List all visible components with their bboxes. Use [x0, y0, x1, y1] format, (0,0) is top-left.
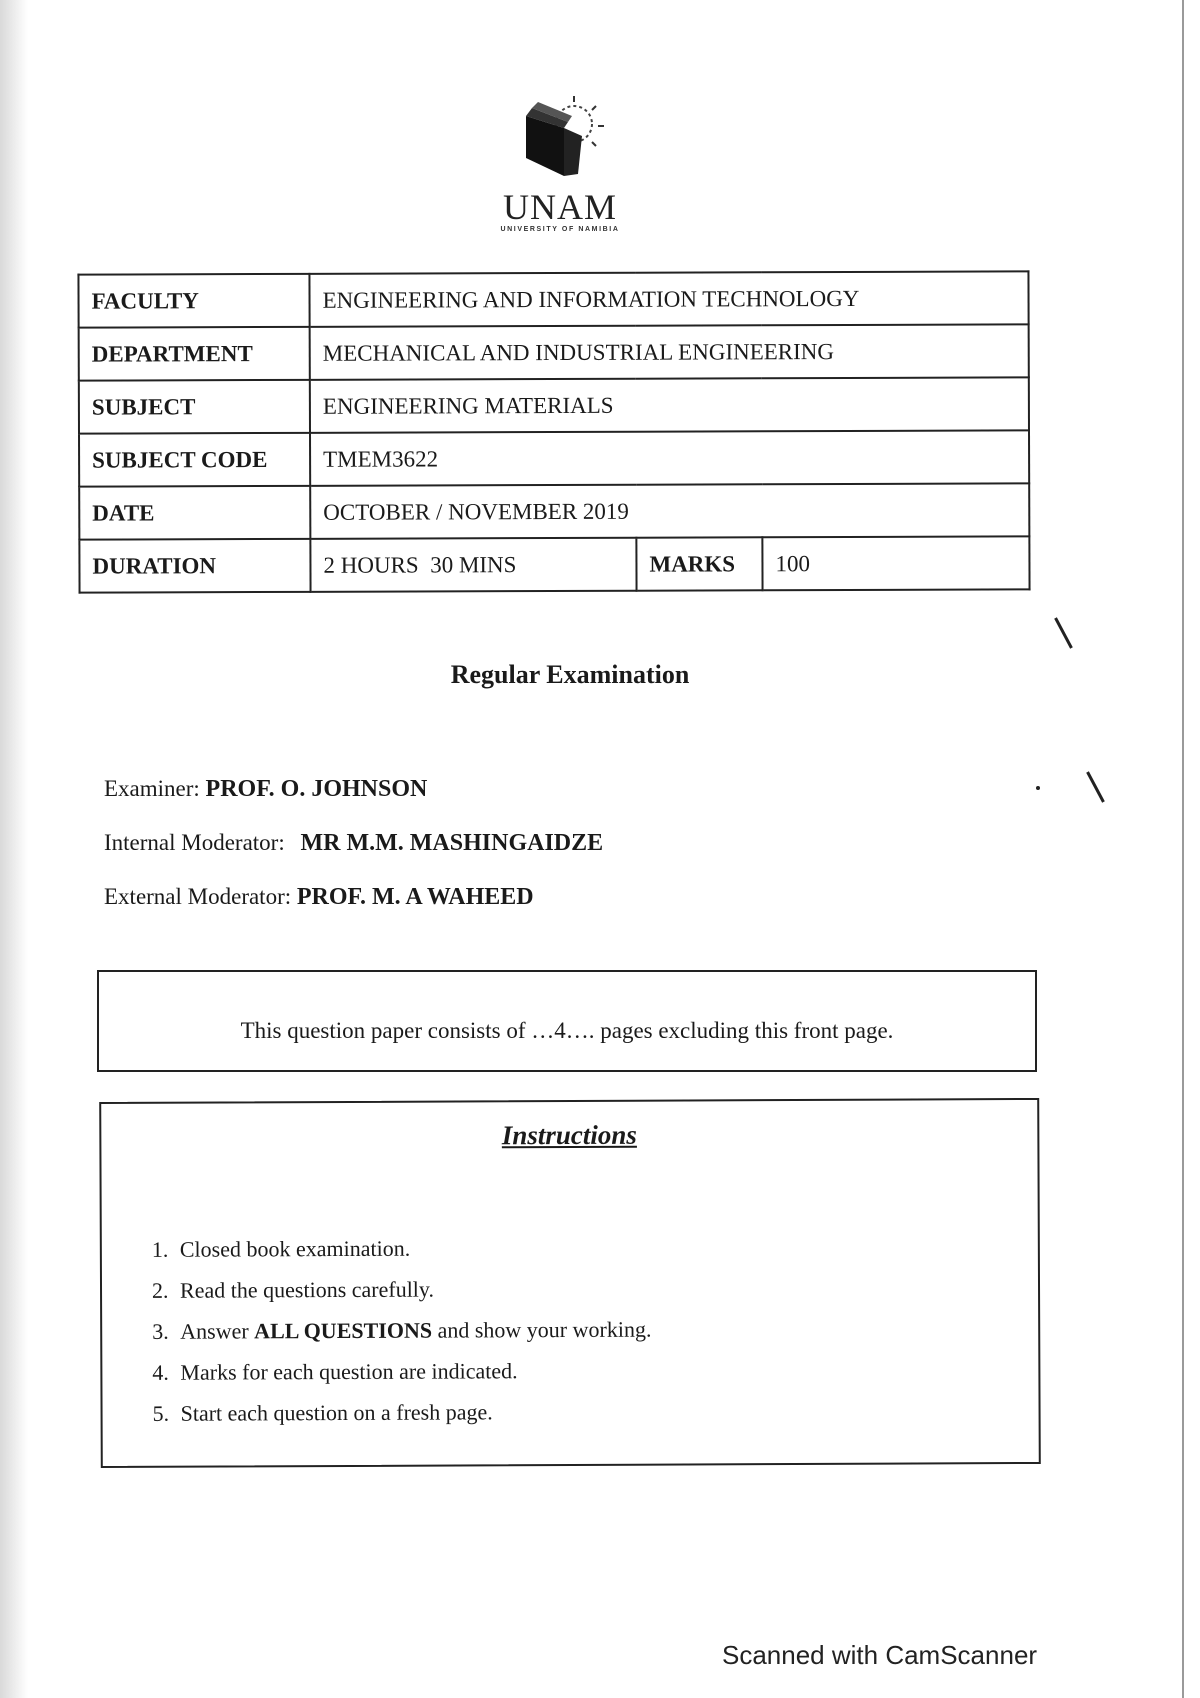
- internal-moderator-line: [104, 830, 603, 857]
- instructions-list: [102, 1225, 1039, 1434]
- duration-label: DURATION: [79, 539, 310, 593]
- department-label: DEPARTMENT: [79, 327, 310, 381]
- subject-code-label: SUBJECT CODE: [79, 433, 310, 487]
- scan-edge-line: [1182, 0, 1184, 1698]
- scan-edge-shadow: [0, 0, 28, 1698]
- subject-row: [79, 377, 1029, 433]
- faculty-row: [78, 271, 1028, 327]
- scanner-watermark: Scanned with CamScanner: [722, 1640, 1038, 1670]
- subject-code-row: [79, 430, 1029, 486]
- subject-code-value: TMEM3622: [310, 430, 1029, 486]
- faculty-label: FACULTY: [78, 274, 309, 328]
- subject-label: SUBJECT: [79, 380, 310, 434]
- page-count-box: [97, 970, 1037, 1072]
- marks-label: MARKS: [636, 537, 762, 590]
- instruction-text: Answer: [180, 1318, 255, 1344]
- department-row: [79, 324, 1029, 380]
- book-sun-logo-icon: [512, 88, 608, 184]
- course-info-table: [77, 270, 1030, 593]
- logo-subtitle: UNIVERSITY OF NAMIBIA: [500, 226, 620, 233]
- list-item: 4. Marks for each question are indicated.: [174, 1348, 1038, 1393]
- marks-value: 100: [762, 536, 1029, 590]
- university-logo: [480, 88, 640, 248]
- ink-dot: [1036, 786, 1040, 790]
- external-moderator-line: [104, 884, 534, 911]
- date-label: DATE: [79, 486, 310, 540]
- subject-value: ENGINEERING MATERIALS: [310, 377, 1029, 433]
- duration-row: [79, 536, 1029, 592]
- department-value: MECHANICAL AND INDUSTRIAL ENGINEERING: [310, 324, 1029, 380]
- faculty-value: ENGINEERING AND INFORMATION TECHNOLOGY: [309, 271, 1028, 327]
- pen-mark: [1086, 771, 1105, 802]
- pen-mark: [1054, 617, 1073, 648]
- date-row: [79, 483, 1029, 539]
- instructions-title: Instructions: [501, 1119, 637, 1151]
- internal-moderator-name: MR M.M. MASHINGAIDZE: [300, 830, 604, 856]
- exam-title: Regular Examination: [450, 660, 690, 689]
- duration-value: 2 HOURS 30 MINS: [310, 538, 636, 592]
- page-count-note: This question paper consists of …4…. pages excluding this front page.: [240, 1018, 894, 1043]
- instruction-emphasis: ALL QUESTIONS: [254, 1317, 433, 1344]
- instruction-text: and show your working.: [431, 1316, 652, 1343]
- examiner-label: Examiner:: [104, 776, 200, 801]
- list-item: [174, 1307, 1038, 1352]
- examiner-name: PROF. O. JOHNSON: [205, 776, 428, 802]
- internal-moderator-label: Internal Moderator:: [104, 830, 285, 855]
- external-moderator-name: PROF. M. A WAHEED: [296, 884, 534, 910]
- list-item: 1. Closed book examination.: [174, 1225, 1038, 1270]
- instructions-box: [99, 1098, 1041, 1468]
- external-moderator-label: External Moderator:: [104, 884, 292, 909]
- list-item: 5. Start each question on a fresh page.: [174, 1389, 1038, 1434]
- logo-wordmark: UNAM: [502, 187, 617, 227]
- list-item: 2. Read the questions carefully.: [174, 1266, 1038, 1311]
- date-value: OCTOBER / NOVEMBER 2019: [310, 483, 1029, 539]
- examiner-line: [104, 776, 427, 803]
